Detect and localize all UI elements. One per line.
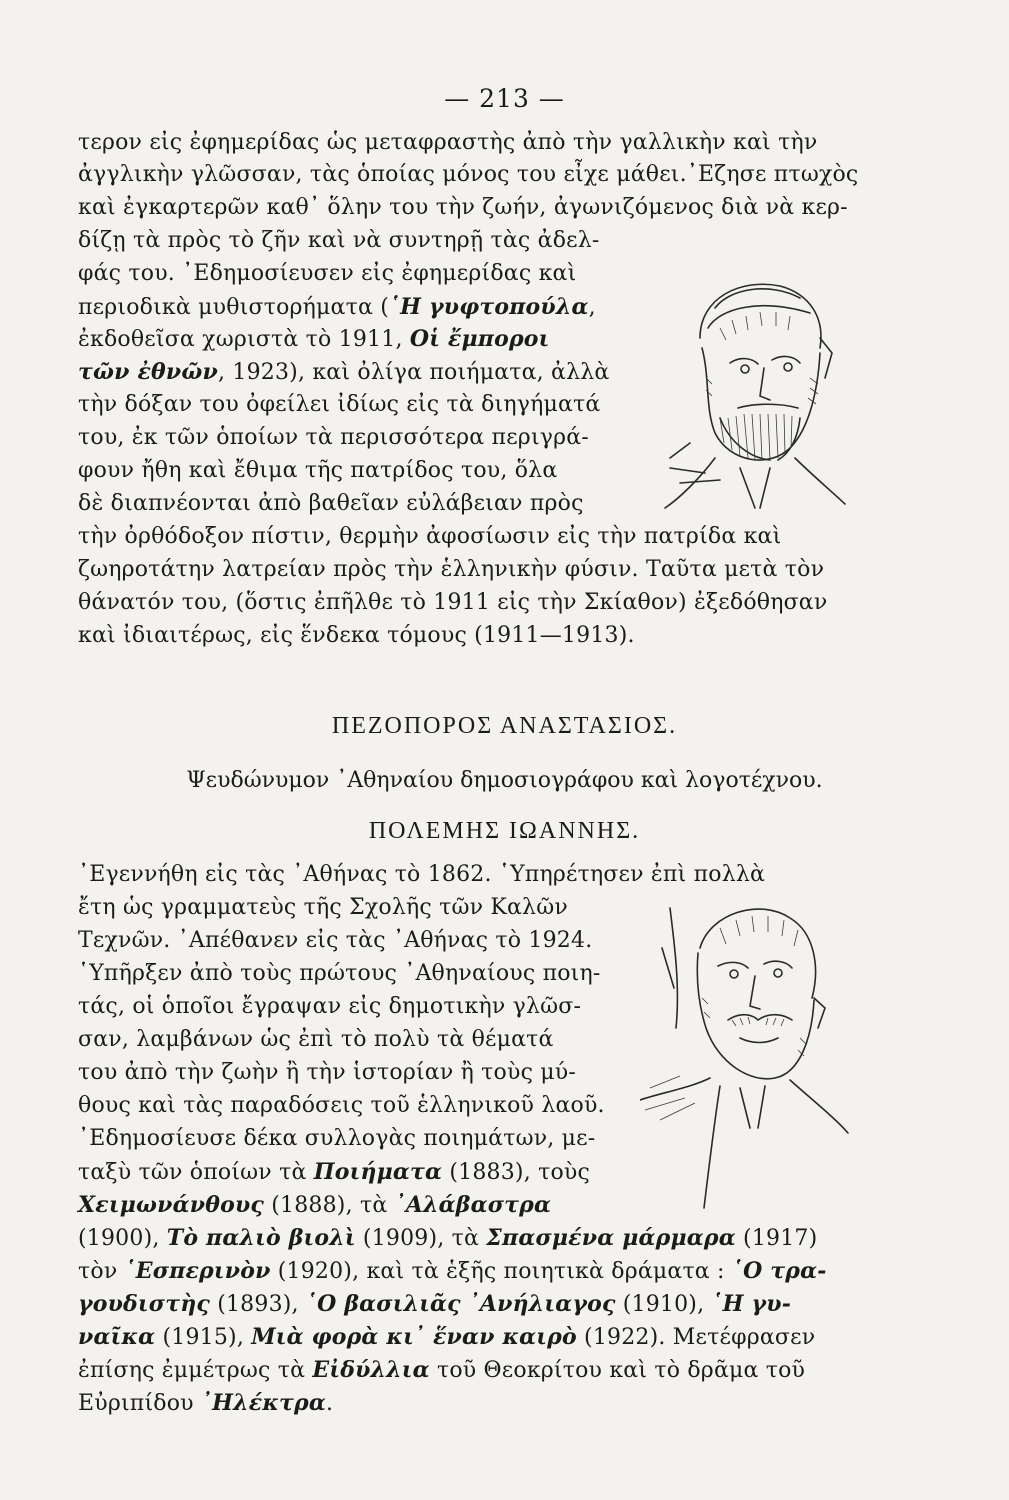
text-line: φάς του. ᾿Εδημοσίευσεν εἰς ἐφημερίδας καὶ bbox=[78, 261, 577, 286]
text-line: σαν, λαμβάνων ὡς ἐπὶ τὸ πολὺ τὰ θέματά bbox=[78, 1027, 554, 1052]
section-heading-polemis: ΠΟΛΕΜΗΣ ΙΩΑΝΝΗΣ. bbox=[368, 818, 641, 844]
text-line: ῾Υπῆρξεν ἀπὸ τοὺς πρώτους ᾿Αθηναίους ποιη- bbox=[78, 961, 601, 986]
page-number: — 213 — bbox=[444, 84, 565, 113]
book-title: ναῖκα bbox=[78, 1324, 156, 1350]
book-title: ῾Εσπερινὸν bbox=[124, 1258, 271, 1284]
text-line: θάνατόν του, (ὅστις ἐπῆλθε τὸ 1911 εἰς τὴν Σκίαθον) ἐξεδόθησαν bbox=[78, 590, 828, 615]
book-title: ῾Η γυ- bbox=[711, 1291, 792, 1317]
text-line bbox=[78, 1322, 815, 1353]
text-span: (1883), τοὺς bbox=[442, 1160, 591, 1185]
text-span: (1915), bbox=[155, 1325, 252, 1350]
text-line: δὲ διαπνέονται ἀπὸ βαθεῖαν εὐλάβειαν πρὸς bbox=[78, 491, 584, 516]
book-title: Οἱ ἔμποροι bbox=[409, 326, 550, 352]
text-line: φουν ἤθη καὶ ἔθιμα τῆς πατρίδος του, ὅλα bbox=[78, 458, 558, 483]
text-span: (1900), bbox=[78, 1226, 167, 1251]
text-line: τὴν ὀρθόδοξον πίστιν, θερμὴν ἀφοσίωσιν εἰς τὴν πατρίδα καὶ bbox=[78, 524, 782, 549]
book-title: ῾Ο βασιλιᾶς ᾿Ανήλιαγος bbox=[305, 1291, 616, 1317]
book-title: ῾Η γυφτοπούλα bbox=[388, 294, 589, 320]
text-line: καὶ ἰδιαιτέρως, εἰς ἕνδεκα τόμους (1911—1913). bbox=[78, 623, 635, 648]
text-line bbox=[78, 1223, 817, 1254]
text-span: (1888), τὰ bbox=[264, 1193, 395, 1218]
section-heading-pezoporos: ΠΕΖΟΠΟΡΟΣ ΑΝΑΣΤΑΣΙΟΣ. bbox=[331, 713, 678, 739]
text-span: περιοδικὰ μυθιστορήματα ( bbox=[78, 295, 389, 320]
book-title: ᾿Ηλέκτρα bbox=[200, 1390, 326, 1416]
text-line: ᾿Εγεννήθη εἰς τὰς ᾿Αθήνας τὸ 1862. ῾Υπηρέτησεν ἐπὶ πολλὰ bbox=[78, 862, 766, 887]
text-line: θους καὶ τὰς παραδόσεις τοῦ ἑλληνικοῦ λαοῦ. bbox=[78, 1093, 605, 1118]
book-title: Σπασμένα μάρμαρα bbox=[486, 1225, 736, 1251]
text-span: τοῦ Θεοκρίτου καὶ τὸ δρᾶμα τοῦ bbox=[429, 1358, 806, 1383]
text-line bbox=[78, 1388, 333, 1419]
text-line bbox=[78, 1190, 551, 1221]
book-title: Εἰδύλλια bbox=[312, 1357, 430, 1383]
text-span: (1910), bbox=[615, 1292, 712, 1317]
text-span: (1917) bbox=[735, 1226, 818, 1251]
text-span: ταξὺ τῶν ὁποίων τὰ bbox=[78, 1160, 314, 1185]
text-line: Τεχνῶν. ᾿Απέθανεν εἰς τὰς ᾿Αθήνας τὸ 1924. bbox=[78, 928, 593, 953]
portrait-polemis bbox=[640, 888, 850, 1218]
book-title: Μιὰ φορὰ κι᾿ ἕναν καιρὸ bbox=[251, 1324, 577, 1350]
book-title: ᾿Αλάβαστρα bbox=[394, 1192, 552, 1218]
text-span: , bbox=[588, 295, 596, 320]
text-line: δίζῃ τὰ πρὸς τὸ ζῆν καὶ νὰ συντηρῇ τὰς ἀδελ- bbox=[78, 228, 600, 253]
text-span: Εὐριπίδου bbox=[78, 1391, 201, 1416]
pezoporos-description: Ψευδώνυμον ᾿Αθηναίου δημοσιογράφου καὶ λογοτέχνου. bbox=[186, 768, 823, 793]
text-line bbox=[78, 1355, 805, 1386]
text-line: τερον εἰς ἐφημερίδας ὡς μεταφραστὴς ἀπὸ τὴν γαλλικὴν καὶ τὴν bbox=[78, 130, 818, 155]
text-line: του ἀπὸ τὴν ζωὴν ἢ τὴν ἱστορίαν ἢ τοὺς μύ- bbox=[78, 1060, 576, 1085]
book-title: τῶν ἐθνῶν bbox=[78, 359, 218, 385]
text-line: καὶ ἐγκαρτερῶν καθ᾿ ὅλην του τὴν ζωήν, ἀγωνιζόμενος διὰ νὰ κερ- bbox=[78, 195, 848, 220]
book-title: Τὸ παλιὸ βιολὶ bbox=[166, 1225, 356, 1251]
text-span: τὸν bbox=[78, 1259, 125, 1284]
text-span: ἐκδοθεῖσα χωριστὰ τὸ 1911, bbox=[78, 327, 410, 352]
text-line bbox=[78, 292, 596, 323]
text-line bbox=[78, 357, 609, 388]
text-span: (1922). Μετέφρασεν bbox=[576, 1325, 816, 1350]
text-span: , 1923), καὶ ὀλίγα ποιήματα, ἀλλὰ bbox=[218, 360, 610, 385]
text-line: ζωηροτάτην λατρείαν πρὸς τὴν ἑλληνικὴν φύσιν. Ταῦτα μετὰ τὸν bbox=[78, 557, 825, 582]
text-line: τάς, οἱ ὁποῖοι ἔγραψαν εἰς δημοτικὴν γλῶσ- bbox=[78, 994, 582, 1019]
book-title: ῾Ο τρα- bbox=[731, 1258, 827, 1284]
book-title: γουδιστὴς bbox=[78, 1291, 210, 1317]
text-line bbox=[78, 324, 550, 355]
text-line bbox=[78, 1256, 827, 1287]
text-span: (1909), τὰ bbox=[355, 1226, 487, 1251]
text-line: ᾿Εδημοσίευσε δέκα συλλογὰς ποιημάτων, με- bbox=[78, 1126, 596, 1151]
text-span: (1893), bbox=[210, 1292, 306, 1317]
text-span: ἐπίσης ἐμμέτρως τὰ bbox=[78, 1358, 313, 1383]
text-span: (1920), καὶ τὰ ἑξῆς ποιητικὰ δράματα : bbox=[270, 1259, 732, 1284]
book-title: Ποιήματα bbox=[313, 1159, 443, 1185]
text-line: ἀγγλικὴν γλῶσσαν, τὰς ὁποίας μόνος του εἶχε μάθει.᾿Εζησε πτωχὸς bbox=[78, 162, 859, 187]
book-title: Χειμωνάνθους bbox=[78, 1192, 265, 1218]
text-line: ἔτη ὡς γραμματεὺς τῆς Σχολῆς τῶν Καλῶν bbox=[78, 895, 568, 920]
text-span: . bbox=[325, 1391, 334, 1416]
text-line bbox=[78, 1157, 590, 1188]
portrait-papadiamantis bbox=[660, 268, 850, 514]
text-line bbox=[78, 1289, 791, 1320]
text-line: του, ἐκ τῶν ὁποίων τὰ περισσότερα περιγρά- bbox=[78, 425, 589, 450]
text-line: τὴν δόξαν του ὀφείλει ἰδίως εἰς τὰ διηγήματά bbox=[78, 392, 601, 417]
